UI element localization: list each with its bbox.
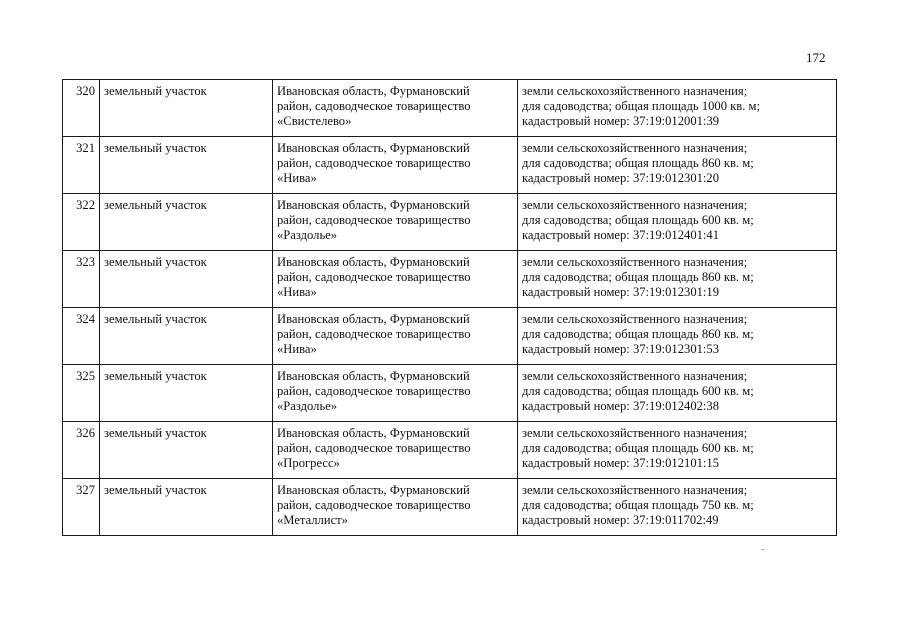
address-line: «Нива» xyxy=(277,342,317,356)
address-cell xyxy=(273,479,518,536)
row-number-cell: 327 xyxy=(63,479,100,536)
registry-table-body xyxy=(63,80,837,536)
row-number-cell: 322 xyxy=(63,194,100,251)
description-line: земли сельскохозяйственного назначения; xyxy=(522,483,748,497)
description-line: земли сельскохозяйственного назначения; xyxy=(522,312,748,326)
description-line: земли сельскохозяйственного назначения; xyxy=(522,426,748,440)
description-line: кадастровый номер: 37:19:011702:49 xyxy=(522,513,719,527)
scan-speck xyxy=(762,549,764,550)
description-line: кадастровый номер: 37:19:012301:19 xyxy=(522,285,720,299)
description-line: кадастровый номер: 37:19:012301:53 xyxy=(522,342,720,356)
page-number: 172 xyxy=(806,50,826,65)
object-type-cell: земельный участок xyxy=(100,365,273,422)
row-number-cell: 320 xyxy=(63,80,100,137)
address-cell xyxy=(273,80,518,137)
description-line: для садоводства; общая площадь 600 кв. м; xyxy=(522,441,754,455)
object-type-cell: земельный участок xyxy=(100,80,273,137)
description-line: земли сельскохозяйственного назначения; xyxy=(522,369,748,383)
row-number-cell: 323 xyxy=(63,251,100,308)
address-line: «Металлист» xyxy=(277,513,348,527)
description-line: земли сельскохозяйственного назначения; xyxy=(522,198,748,212)
description-line: земли сельскохозяйственного назначения; xyxy=(522,84,748,98)
description-cell xyxy=(518,137,837,194)
address-cell xyxy=(273,137,518,194)
address-line: район, садоводческое товарищество xyxy=(277,213,471,227)
address-line: район, садоводческое товарищество xyxy=(277,327,471,341)
description-line: для садоводства; общая площадь 1000 кв. м; xyxy=(522,99,760,113)
description-line: кадастровый номер: 37:19:012101:15 xyxy=(522,456,720,470)
description-line: для садоводства; общая площадь 860 кв. м; xyxy=(522,327,754,341)
description-line: кадастровый номер: 37:19:012001:39 xyxy=(522,114,720,128)
address-line: Ивановская область, Фурмановский xyxy=(277,426,470,440)
address-line: район, садоводческое товарищество xyxy=(277,270,471,284)
table-row xyxy=(63,365,837,422)
object-type-cell: земельный участок xyxy=(100,194,273,251)
description-line: кадастровый номер: 37:19:012401:41 xyxy=(522,228,720,242)
address-line: Ивановская область, Фурмановский xyxy=(277,369,470,383)
description-cell xyxy=(518,80,837,137)
address-line: «Прогресс» xyxy=(277,456,340,470)
address-line: Ивановская область, Фурмановский xyxy=(277,84,470,98)
description-line: для садоводства; общая площадь 600 кв. м; xyxy=(522,384,754,398)
description-line: кадастровый номер: 37:19:012402:38 xyxy=(522,399,720,413)
row-number-cell: 321 xyxy=(63,137,100,194)
address-line: район, садоводческое товарищество xyxy=(277,99,471,113)
object-type-cell: земельный участок xyxy=(100,479,273,536)
table-row xyxy=(63,422,837,479)
address-line: район, садоводческое товарищество xyxy=(277,441,471,455)
address-line: район, садоводческое товарищество xyxy=(277,384,471,398)
table-row xyxy=(63,137,837,194)
description-cell xyxy=(518,479,837,536)
address-line: Ивановская область, Фурмановский xyxy=(277,141,470,155)
table-row xyxy=(63,194,837,251)
object-type-cell: земельный участок xyxy=(100,422,273,479)
address-cell xyxy=(273,194,518,251)
address-line: «Раздолье» xyxy=(277,228,338,242)
row-number-cell: 326 xyxy=(63,422,100,479)
table-row xyxy=(63,479,837,536)
description-cell xyxy=(518,251,837,308)
object-type-cell: земельный участок xyxy=(100,137,273,194)
table-row xyxy=(63,251,837,308)
address-line: «Нива» xyxy=(277,285,317,299)
address-line: Ивановская область, Фурмановский xyxy=(277,312,470,326)
table-row xyxy=(63,308,837,365)
address-line: «Нива» xyxy=(277,171,317,185)
address-cell xyxy=(273,308,518,365)
description-line: для садоводства; общая площадь 600 кв. м; xyxy=(522,213,754,227)
object-type-cell: земельный участок xyxy=(100,251,273,308)
address-line: «Раздолье» xyxy=(277,399,338,413)
address-cell xyxy=(273,422,518,479)
table-row xyxy=(63,80,837,137)
description-line: для садоводства; общая площадь 860 кв. м; xyxy=(522,156,754,170)
description-line: для садоводства; общая площадь 750 кв. м; xyxy=(522,498,754,512)
address-line: Ивановская область, Фурмановский xyxy=(277,483,470,497)
address-line: район, садоводческое товарищество xyxy=(277,156,471,170)
address-line: Ивановская область, Фурмановский xyxy=(277,255,470,269)
land-plot-registry-table xyxy=(62,79,837,536)
description-cell xyxy=(518,365,837,422)
address-line: район, садоводческое товарищество xyxy=(277,498,471,512)
row-number-cell: 324 xyxy=(63,308,100,365)
description-line: кадастровый номер: 37:19:012301:20 xyxy=(522,171,720,185)
address-line: Ивановская область, Фурмановский xyxy=(277,198,470,212)
description-line: земли сельскохозяйственного назначения; xyxy=(522,255,748,269)
object-type-cell: земельный участок xyxy=(100,308,273,365)
description-cell xyxy=(518,308,837,365)
row-number-cell: 325 xyxy=(63,365,100,422)
description-cell xyxy=(518,422,837,479)
description-line: земли сельскохозяйственного назначения; xyxy=(522,141,748,155)
description-cell xyxy=(518,194,837,251)
address-cell xyxy=(273,365,518,422)
address-cell xyxy=(273,251,518,308)
description-line: для садоводства; общая площадь 860 кв. м; xyxy=(522,270,754,284)
address-line: «Свистелево» xyxy=(277,114,352,128)
